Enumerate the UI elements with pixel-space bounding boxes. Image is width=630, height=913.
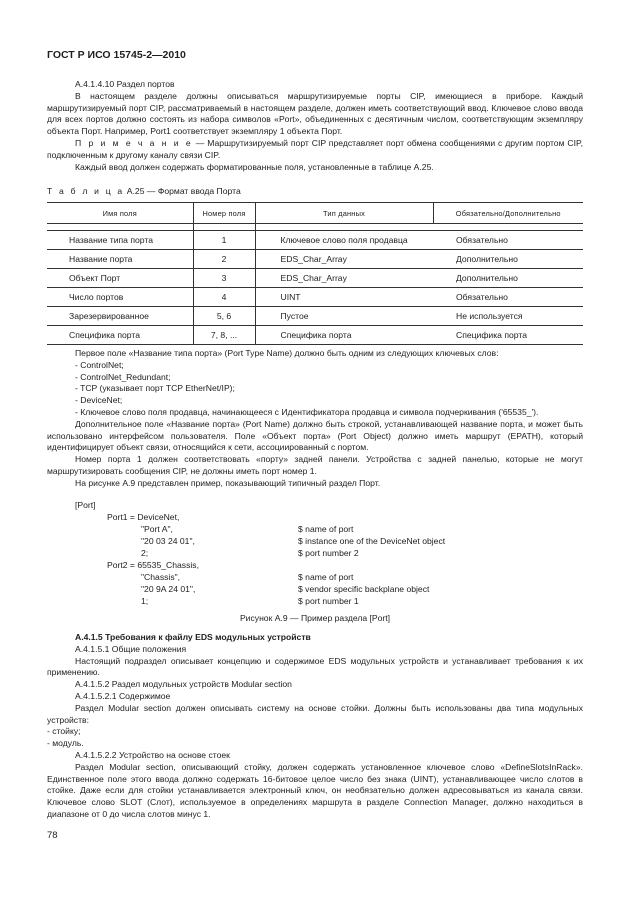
list-item: - TCP (указывает порт TCP EtherNet/IP); <box>75 383 235 394</box>
subsection-heading: А.4.1.5.2.1 Содержимое <box>75 690 171 701</box>
paragraph: Настоящий подраздел описывает концепцию и содержимое EDS модульных устройств и устанавливает требования к их применению. <box>47 655 583 678</box>
table-cell: 1 <box>193 231 255 250</box>
code-line: "Chassis", <box>141 572 181 582</box>
code-line: [Port] <box>75 500 96 510</box>
code-line: "Port A", <box>141 524 173 534</box>
code-line: "20 03 24 01", <box>141 536 195 546</box>
paragraph: В настоящем разделе должны описываться маршрутизируемые порты CIP, имеющиеся в приборе. Каждый маршрутизируемый порт CIP, рассматриваемый в настоящем разделе, должен иметь соответствующий ввод. Ключевое слово ввода для всех портов должно состоять из набора символов «Port», объединенных с десятичным числом, соответствующим экземпляру объекта Порт. Например, Port1 соответствует экземпляру 1 объекта Порт. <box>47 90 583 137</box>
table-cell: Название типа порта <box>47 231 193 250</box>
table-row <box>47 250 583 269</box>
modular-section <box>47 632 583 821</box>
note <box>47 138 583 162</box>
paragraph: Раздел Modular section, описывающий стойку, должен содержать установленное ключевое слово «DefineSlotsInRack». Единственное поле этого ввода должно содержать 16-битовое целое число без знака (UINT), устанавливающее число слотов в стойке. Даже если для стойки устанавливается электронный ключ, он необязательно должен адресовываться из канала связи. Ключевое слово SLOT (Слот), используемое в определениях маршрута в разделе Connection Manager, должно находиться в диапазоне от 0 до числа слотов минус 1. <box>47 761 583 819</box>
list-item: - модуль. <box>47 738 84 749</box>
table-caption <box>47 186 241 197</box>
paragraph: Первое поле «Название типа порта» (Port Type Name) должно быть одним из следующих ключевых слов: <box>75 348 499 358</box>
table-cell: Специфика порта <box>47 326 193 345</box>
paragraph: Номер порта 1 должен соответствовать «порту» задней панели. Устройства с задней панелью, которые не могут маршрутизировать сообщения CIP, не должны иметь порт номер 1. <box>47 454 583 476</box>
note-label: П р и м е ч а н и е <box>75 137 193 148</box>
subsection-heading: А.4.1.5.2.2 Устройство на основе стоек <box>75 749 230 760</box>
table-cell: Не используется <box>433 307 583 326</box>
table-row <box>47 307 583 326</box>
code-comment: $ name of port <box>298 524 354 534</box>
table-cell: EDS_Char_Array <box>255 269 433 288</box>
table-row <box>47 269 583 288</box>
table-caption-label: Т а б л и ц а <box>47 186 125 196</box>
table-caption-text: А.25 — Формат ввода Порта <box>124 186 241 196</box>
table-cell: Число портов <box>47 288 193 307</box>
note-text: — Маршрутизируемый порт CIP представляет порт обмена сообщениями с другим портом CIP, подключенным к другому каналу связи CIP. <box>47 137 583 160</box>
table-cell: 2 <box>193 250 255 269</box>
document-header: ГОСТ Р ИСО 15745-2—2010 <box>47 49 186 61</box>
code-comment: $ vendor specific backplane object <box>298 584 430 594</box>
table-cell: Дополнительно <box>433 250 583 269</box>
table-cell: 4 <box>193 288 255 307</box>
code-line: "20 9A 24 01", <box>141 584 196 594</box>
table-cell: 7, 8, ... <box>193 326 255 345</box>
code-comment: $ name of port <box>298 572 354 582</box>
code-comment: $ port number 2 <box>298 548 359 558</box>
table-cell: EDS_Char_Array <box>255 250 433 269</box>
paragraph: - Ключевое слово поля продавца, начинающееся с Идентификатора продавца и символа подчеркивания ('65535_'). <box>75 406 539 417</box>
port-format-table <box>47 202 583 345</box>
table-cell: Зарезервированное <box>47 307 193 326</box>
code-comment: $ instance one of the DeviceNet object <box>298 536 446 546</box>
paragraph: Каждый ввод должен содержать форматированные поля, установленные в таблице А.25. <box>75 161 434 172</box>
table-cell: Дополнительно <box>433 269 583 288</box>
subsection-heading: А.4.1.5.2 Раздел модульных устройств Modular section <box>75 679 292 690</box>
figure-caption: Рисунок А.9 — Пример раздела [Port] <box>239 613 391 623</box>
table-cell: UINT <box>255 288 433 307</box>
section-heading: А.4.1.4.10 Раздел портов <box>75 79 175 89</box>
section-heading: А.4.1.5 Требования к файлу EDS модульных устройств <box>75 632 311 642</box>
column-header: Тип данных <box>255 203 433 224</box>
list-item: - стойку; <box>47 726 81 737</box>
table-cell: Специфика порта <box>255 326 433 345</box>
ports-section <box>47 79 583 173</box>
port-type-description <box>47 348 583 490</box>
column-header: Обязательно/Дополнительно <box>433 203 583 224</box>
table-cell: Специфика порта <box>433 326 583 345</box>
table-cell: Обязательно <box>433 231 583 250</box>
page-number: 78 <box>47 830 58 841</box>
subsection-heading: А.4.1.5.1 Общие положения <box>75 643 187 654</box>
table-cell: Объект Порт <box>47 269 193 288</box>
list-item: - ControlNet_Redundant; <box>75 371 171 382</box>
code-line: Port1 = DeviceNet, <box>107 512 180 522</box>
code-comment: $ port number 1 <box>298 596 359 606</box>
table-row <box>47 288 583 307</box>
table-cell: Название порта <box>47 250 193 269</box>
table-cell: 3 <box>193 269 255 288</box>
paragraph: Дополнительное поле «Название порта» (Port Name) должно быть строкой, устанавливающей название порта, и может быть использовано интерфейсом пользователя. Поле «Объект порта» (Port Object) должно иметь маршрут (EPATH), который идентифицирует объект связи, относящийся к сети, ассоциированный с портом. <box>47 418 583 453</box>
code-line: Port2 = 65535_Chassis, <box>107 560 199 570</box>
column-header: Имя поля <box>47 203 193 224</box>
code-line: 2; <box>141 548 149 558</box>
table-row <box>47 326 583 345</box>
list-item: - DeviceNet; <box>75 395 123 406</box>
table-cell: Пустое <box>255 307 433 326</box>
column-header: Номер поля <box>193 203 255 224</box>
code-line: 1; <box>141 596 149 606</box>
table-cell: Обязательно <box>433 288 583 307</box>
paragraph: Раздел Modular section должен описывать систему на основе стойки. Должны быть использованы два типа модульных устройств: <box>47 702 583 725</box>
table-cell: 5, 6 <box>193 307 255 326</box>
table-header-row <box>47 203 583 224</box>
table-row <box>47 231 583 250</box>
paragraph: На рисунке А.9 представлен пример, показывающий типичный раздел Порт. <box>75 477 381 488</box>
list-item: - ControlNet; <box>75 359 124 370</box>
table-cell: Ключевое слово поля продавца <box>255 231 433 250</box>
